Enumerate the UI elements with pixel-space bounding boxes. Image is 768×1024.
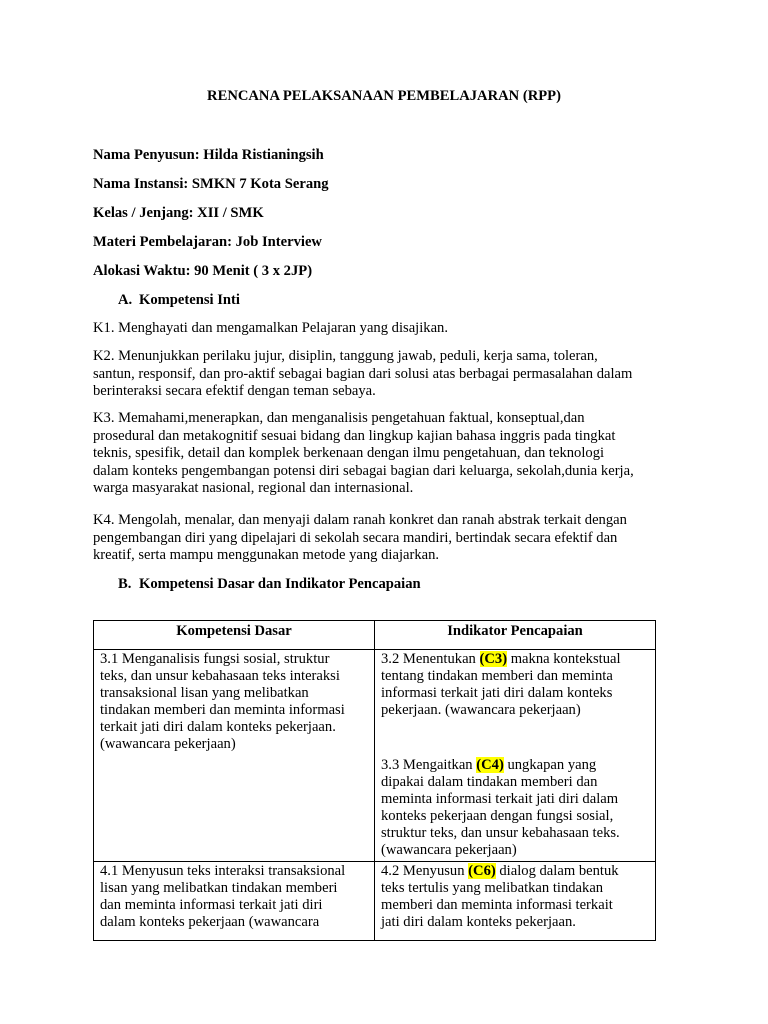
k4-line: pengembangan diri yang dipelajari di sekolah secara mandiri, bertindak secara efektif dan bbox=[93, 529, 618, 546]
competency-table bbox=[93, 620, 656, 941]
kd-line: 4.1 Menyusun teks interaksi transaksional bbox=[100, 863, 346, 879]
indicator-line: (wawancara pekerjaan) bbox=[381, 842, 517, 858]
indicator-cell bbox=[375, 862, 656, 941]
meta-penyusun: Nama Penyusun: Hilda Ristianingsih bbox=[93, 147, 324, 163]
section-b-title: Kompetensi Dasar dan Indikator Pencapaian bbox=[139, 576, 421, 592]
indicator-line bbox=[381, 863, 649, 880]
table-row bbox=[94, 650, 656, 862]
kd-line: teks, dan unsur kebahasaan teks interaksi bbox=[100, 668, 340, 684]
k3-line: prosedural dan metakognitif sesuai bidang dan lingkup kajian bahasa inggris pada tingkat bbox=[93, 427, 616, 444]
indicator-text: 3.2 Menentukan bbox=[381, 651, 480, 667]
section-b-heading bbox=[118, 576, 421, 594]
indicator-cell bbox=[375, 650, 656, 862]
header-indikator: Indikator Pencapaian bbox=[375, 621, 656, 650]
k2-line: berinteraksi secara efektif dengan teman sebaya. bbox=[93, 383, 376, 399]
section-b-letter: B. bbox=[118, 576, 132, 592]
indicator-line: tentang tindakan memberi dan meminta bbox=[381, 668, 613, 684]
indicator-text: dialog dalam bentuk bbox=[495, 863, 619, 879]
kd-line: 3.1 Menganalisis fungsi sosial, struktur bbox=[100, 651, 330, 667]
indicator-text: ungkapan yang bbox=[503, 757, 597, 773]
k2-paragraph bbox=[93, 348, 673, 401]
k3-line: dalam konteks pengembangan potensi diri sebagai bagian dari keluarga, sekolah,dunia kerja, bbox=[93, 462, 634, 479]
k2-line: K2. Menunjukkan perilaku jujur, disiplin, tanggung jawab, peduli, kerja sama, toleran, bbox=[93, 348, 598, 364]
k1-paragraph bbox=[93, 320, 673, 338]
kd-line: (wawancara pekerjaan) bbox=[100, 736, 236, 752]
spacer bbox=[381, 719, 649, 757]
kd-line: transaksional lisan yang melibatkan bbox=[100, 685, 309, 701]
k3-line: K3. Memahami,menerapkan, dan menganalisis pengetahuan faktual, konseptual,dan bbox=[93, 410, 585, 426]
kd-cell bbox=[94, 650, 375, 862]
indicator-line: informasi terkait jati diri dalam konteks bbox=[381, 685, 613, 701]
indicator-line: struktur teks, dan unsur kebahasaan teks. bbox=[381, 825, 620, 841]
indicator-line: jati diri dalam konteks pekerjaan. bbox=[381, 914, 576, 930]
header-kompetensi-dasar: Kompetensi Dasar bbox=[94, 621, 375, 650]
indicator-line: dipakai dalam tindakan memberi dan bbox=[381, 774, 598, 790]
k2-line: santun, responsif, dan pro-aktif sebagai bagian dari solusi atas berbagai permasalahan dalam bbox=[93, 365, 633, 382]
bloom-level-tag: (C4) bbox=[476, 757, 504, 773]
indicator-line: konteks pekerjaan dengan fungsi sosial, bbox=[381, 808, 614, 824]
bloom-level-tag: (C6) bbox=[468, 863, 496, 879]
k4-paragraph bbox=[93, 512, 673, 565]
k3-line: warga masyarakat nasional, regional dan internasional. bbox=[93, 480, 414, 496]
bloom-level-tag: (C3) bbox=[479, 651, 508, 667]
indicator-text: 3.3 Mengaitkan bbox=[381, 757, 477, 773]
meta-materi: Materi Pembelajaran: Job Interview bbox=[93, 234, 322, 250]
kd-line: dalam konteks pekerjaan (wawancara bbox=[100, 914, 320, 930]
k1-line: K1. Menghayati dan mengamalkan Pelajaran yang disajikan. bbox=[93, 320, 449, 336]
kd-line: dan meminta informasi terkait jati diri bbox=[100, 897, 323, 913]
kd-cell bbox=[94, 862, 375, 941]
indicator-text: makna kontekstual bbox=[507, 651, 621, 667]
section-a-letter: A. bbox=[118, 292, 133, 308]
k3-paragraph bbox=[93, 410, 673, 498]
table-row bbox=[94, 862, 656, 941]
indicator-text: 4.2 Menyusun bbox=[381, 863, 469, 879]
meta-instansi: Nama Instansi: SMKN 7 Kota Serang bbox=[93, 176, 329, 192]
section-a-title: Kompetensi Inti bbox=[139, 292, 240, 308]
k4-line: K4. Mengolah, menalar, dan menyaji dalam ranah konkret dan ranah abstrak terkait dengan bbox=[93, 512, 627, 528]
k3-line: teknis, spesifik, detail dan komplek berkenaan dengan ilmu pengetahuan, dan teknologi bbox=[93, 445, 605, 461]
table-header-row bbox=[94, 621, 656, 650]
meta-kelas: Kelas / Jenjang: XII / SMK bbox=[93, 205, 264, 221]
kd-line: tindakan memberi dan meminta informasi bbox=[100, 702, 345, 718]
k4-line: kreatif, serta mampu menggunakan metode yang diajarkan. bbox=[93, 547, 440, 563]
section-a-heading bbox=[118, 292, 240, 310]
document-title: RENCANA PELAKSANAAN PEMBELAJARAN (RPP) bbox=[207, 88, 561, 104]
indicator-line: memberi dan meminta informasi terkait bbox=[381, 897, 613, 913]
indicator-line bbox=[381, 651, 649, 668]
indicator-line: teks tertulis yang melibatkan tindakan bbox=[381, 880, 604, 896]
meta-alokasi: Alokasi Waktu: 90 Menit ( 3 x 2JP) bbox=[93, 263, 313, 279]
kd-line: lisan yang melibatkan tindakan memberi bbox=[100, 880, 338, 896]
indicator-line: pekerjaan. (wawancara pekerjaan) bbox=[381, 702, 581, 718]
indicator-line bbox=[381, 757, 649, 774]
indicator-line: meminta informasi terkait jati diri dalam bbox=[381, 791, 619, 807]
kd-line: terkait jati diri dalam konteks pekerjaan. bbox=[100, 719, 336, 735]
